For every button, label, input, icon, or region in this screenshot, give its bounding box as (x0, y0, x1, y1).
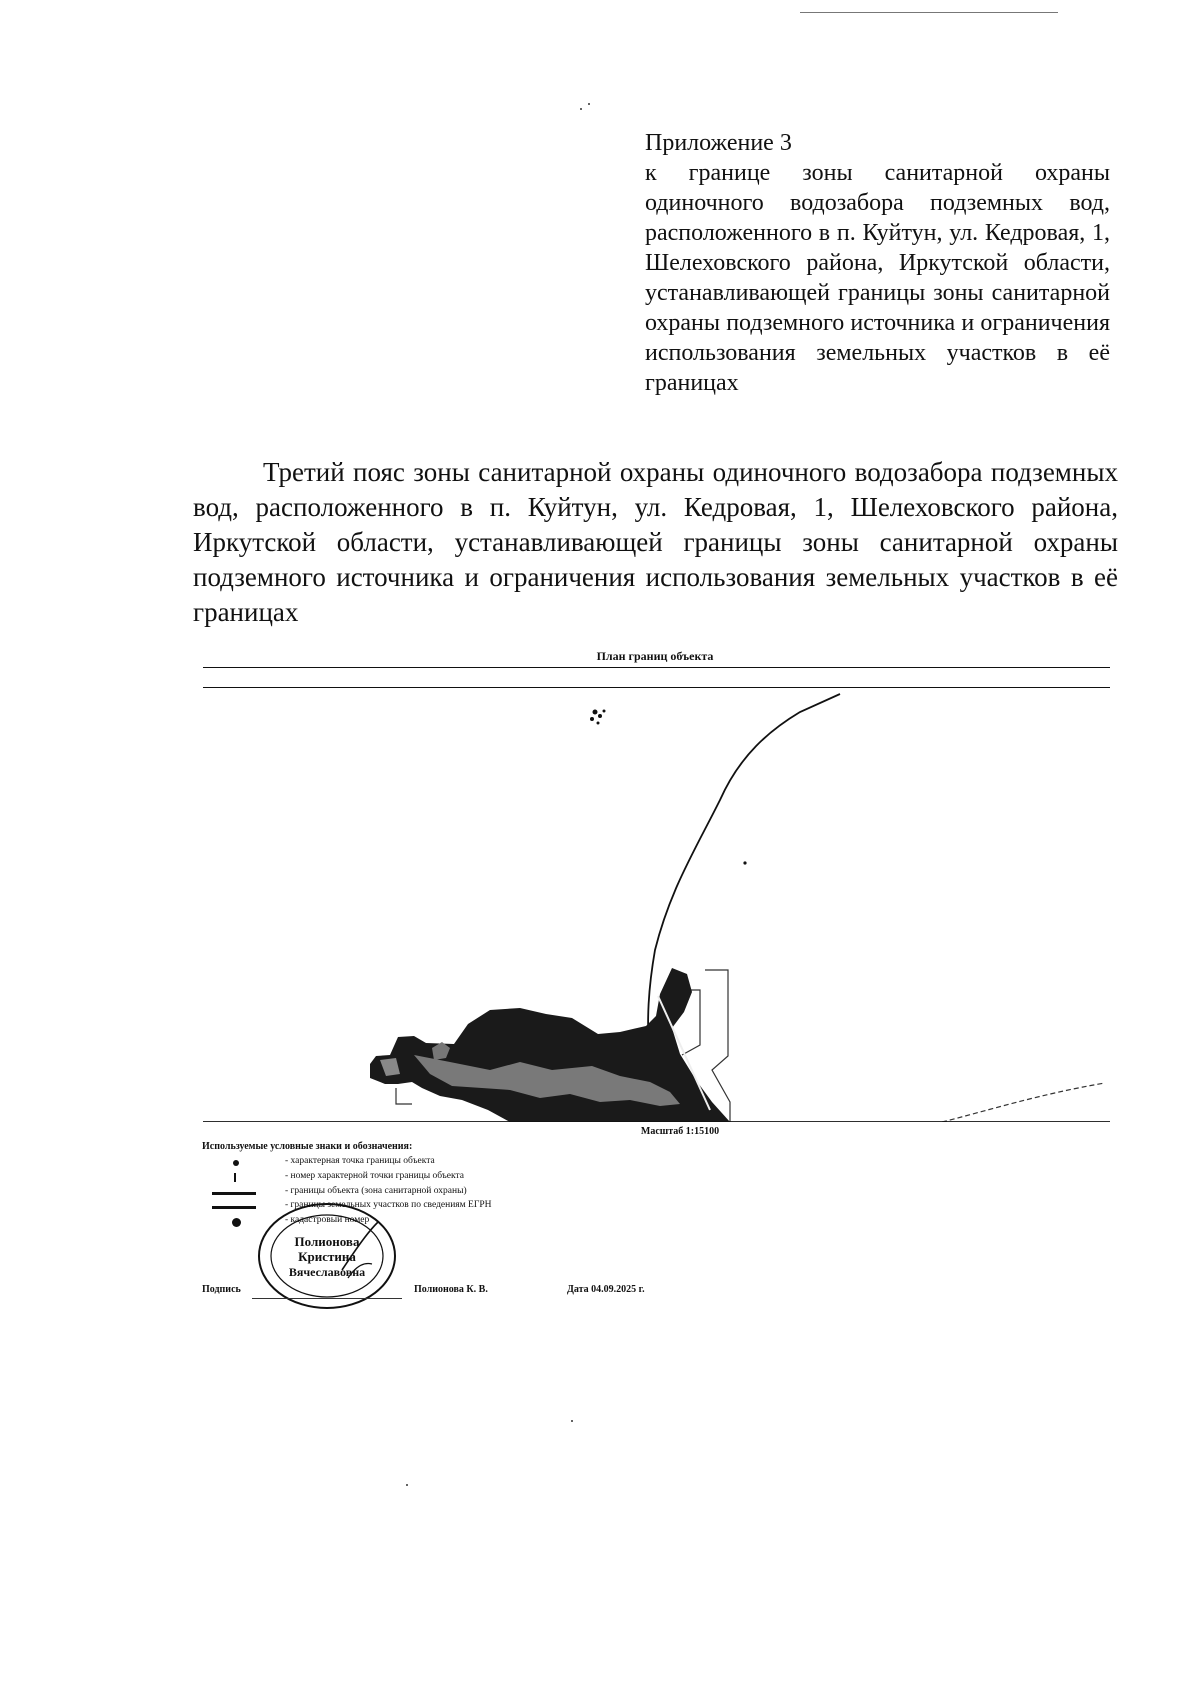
boundary-plan-map (200, 690, 1110, 1122)
boundary-point-markers (590, 710, 606, 725)
appendix-title: Приложение 3 (645, 130, 792, 156)
stamp-line: Кристина (298, 1249, 356, 1264)
stamp-line: Вячеславовна (288, 1265, 366, 1279)
legend-item-text: - кадастровый номер (285, 1215, 370, 1225)
header-rule (800, 12, 1058, 13)
stamp-line: Полионова (294, 1234, 360, 1249)
scan-speck (406, 1484, 408, 1486)
official-stamp-seal (252, 1200, 402, 1312)
boundary-line-icon (212, 1186, 262, 1200)
legend-item (212, 1171, 772, 1185)
plan-top-rule-1 (203, 667, 1110, 668)
legend-item-text: - номер характерной точки границы объекта (285, 1171, 464, 1181)
document-heading: Третий пояс зоны санитарной охраны одиночного водозабора подземных вод, расположенного в п. Куйтун, ул. Кедровая, 1, Шелеховского района, Иркутской области, устанавливающей границы зоны санитарной охраны подземного источника и ограничения использования земельных участков в её границах (193, 457, 1118, 627)
legend-item (212, 1186, 772, 1200)
characteristic-point-icon (212, 1156, 262, 1170)
signature-line (252, 1298, 402, 1299)
appendix-block (645, 128, 1110, 398)
legend-item-text: - границы земельных участков по сведениям ЕГРН (285, 1200, 492, 1210)
land-parcel-boundary (942, 1083, 1105, 1122)
signer-name: Полионова К. В. (414, 1284, 488, 1295)
scan-speck (580, 108, 582, 110)
legend-title: Используемые условные знаки и обозначения: (202, 1141, 413, 1152)
map-point (743, 861, 746, 864)
legend-item-text: - границы объекта (зона санитарной охраны) (285, 1186, 467, 1196)
plan-top-rule-2 (203, 687, 1110, 688)
land-parcel-boundary (396, 1088, 412, 1104)
signature-label: Подпись (202, 1284, 241, 1295)
point-number-icon (212, 1171, 262, 1185)
signature-date: Дата 04.09.2025 г. (567, 1284, 645, 1295)
scan-speck (571, 1420, 573, 1422)
scan-speck (588, 103, 590, 105)
legend-item (212, 1156, 772, 1170)
plan-scale: Масштаб 1:15100 (640, 1126, 720, 1137)
legend-item-text: - характерная точка границы объекта (285, 1156, 435, 1166)
appendix-text: к границе зоны санитарной охраны одиночного водозабора подземных вод, расположенного в п. Куйтун, ул. Кедровая, 1, Шелеховского района, Иркутской области, устанавливающей границы зоны санитарной охраны подземного источника и ограничения использования земельных участков в её границах (645, 160, 1110, 396)
plan-title: План границ объекта (596, 649, 714, 663)
settlement-area-shape (370, 968, 730, 1122)
